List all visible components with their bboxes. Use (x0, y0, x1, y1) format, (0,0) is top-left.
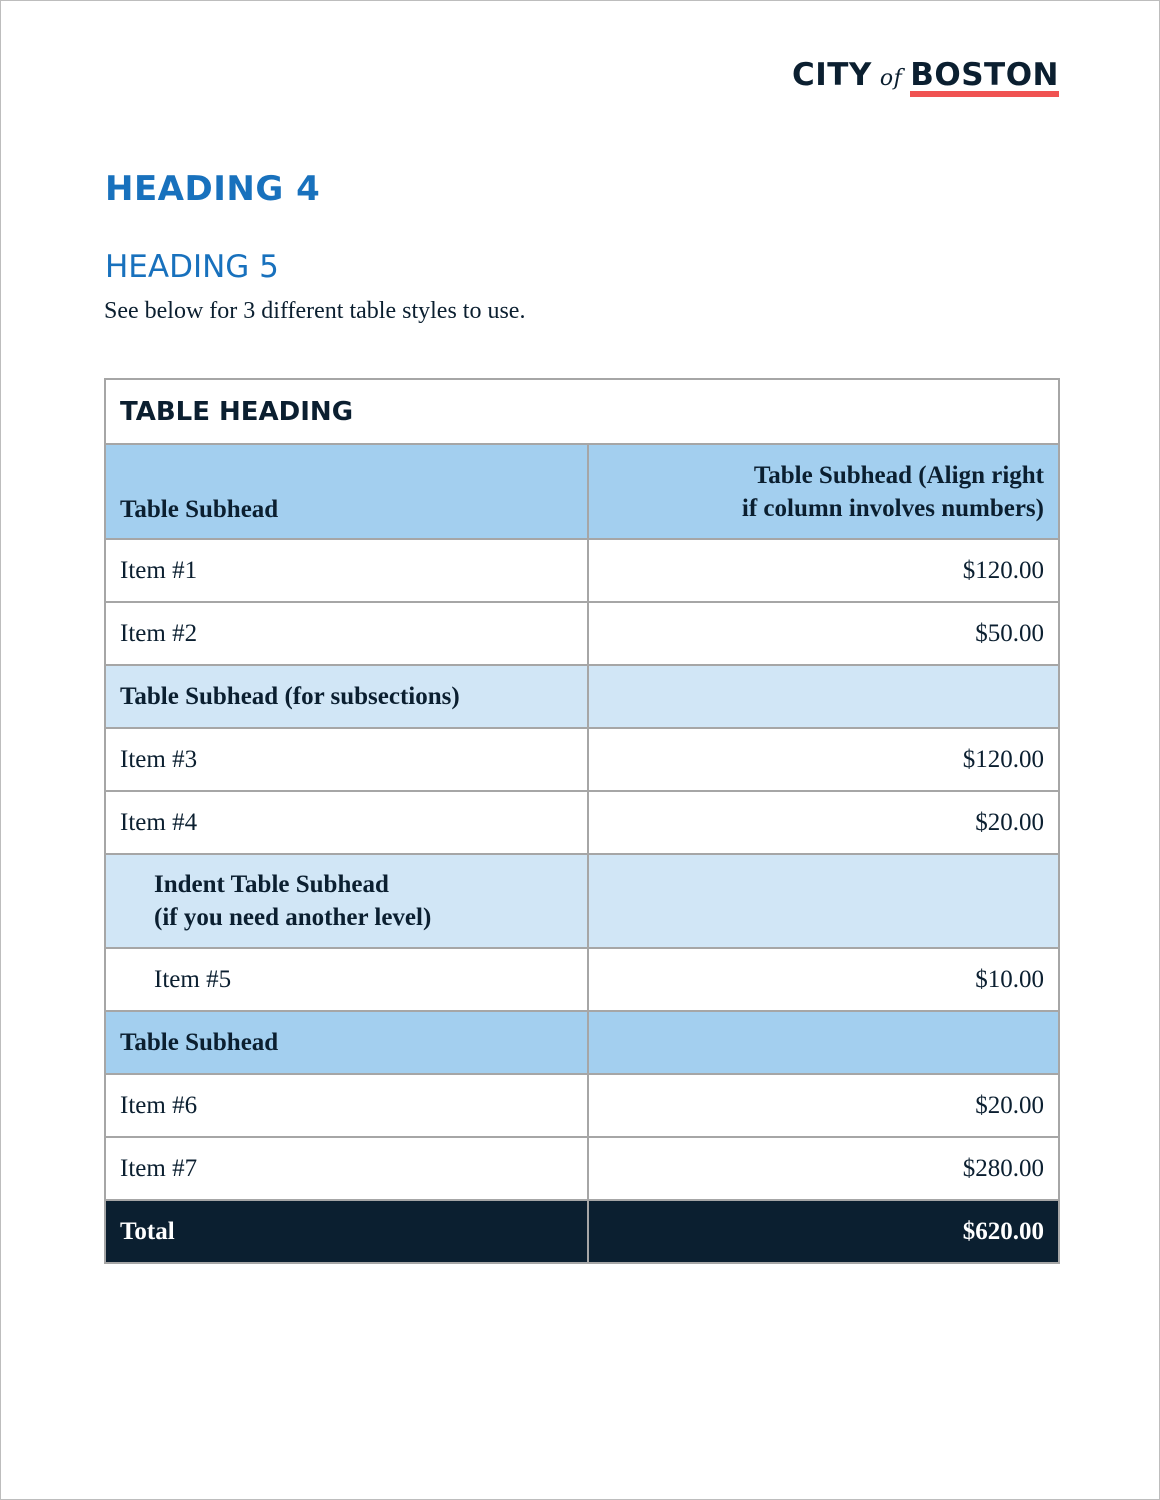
indent-subsection-row (105, 854, 1059, 948)
row-label: Item #6 (105, 1074, 588, 1137)
subhead-label: Table Subhead (105, 1011, 588, 1074)
row-value: $50.00 (588, 602, 1059, 665)
empty-cell (588, 1011, 1059, 1074)
subhead-right-line1: Table Subhead (Align right (753, 461, 1044, 489)
row-label: Item #1 (105, 539, 588, 602)
logo-of: of (879, 66, 903, 91)
table-heading: TABLE HEADING (105, 379, 1059, 444)
heading-5: HEADING 5 (105, 249, 279, 285)
empty-cell (588, 854, 1059, 948)
subhead-row (105, 1011, 1059, 1074)
indent-subsection-line2: (if you need another level) (154, 904, 432, 931)
subhead-left: Table Subhead (105, 444, 588, 539)
total-value: $620.00 (588, 1200, 1059, 1263)
row-value: $20.00 (588, 791, 1059, 854)
subhead-right (588, 444, 1059, 539)
subsection-row (105, 665, 1059, 728)
heading-4: HEADING 4 (105, 169, 321, 209)
row-label: Item #3 (105, 728, 588, 791)
table-row (105, 791, 1059, 854)
city-of-boston-logo (792, 57, 1059, 97)
table-subhead-row (105, 444, 1059, 539)
subhead-right-line2: if column involves numbers) (741, 494, 1044, 522)
row-label: Item #7 (105, 1137, 588, 1200)
indent-subsection-line1: Indent Table Subhead (154, 871, 389, 898)
row-value: $10.00 (588, 948, 1059, 1011)
indent-subsection-label (105, 854, 588, 948)
row-value: $120.00 (588, 728, 1059, 791)
intro-text: See below for 3 different table styles to use. (104, 298, 526, 324)
row-label: Item #5 (105, 948, 588, 1011)
table-heading-row (105, 379, 1059, 444)
table-row (105, 1074, 1059, 1137)
logo-boston: BOSTON (910, 59, 1059, 97)
table-row (105, 948, 1059, 1011)
logo-city: CITY (791, 57, 872, 93)
row-label: Item #2 (105, 602, 588, 665)
row-value: $280.00 (588, 1137, 1059, 1200)
subsection-label: Table Subhead (for subsections) (105, 665, 588, 728)
data-table (104, 378, 1060, 1264)
row-value: $120.00 (588, 539, 1059, 602)
row-value: $20.00 (588, 1074, 1059, 1137)
table-row (105, 602, 1059, 665)
total-label: Total (105, 1200, 588, 1263)
total-row (105, 1200, 1059, 1263)
table-row (105, 1137, 1059, 1200)
table-row (105, 539, 1059, 602)
table-row (105, 728, 1059, 791)
row-label: Item #4 (105, 791, 588, 854)
empty-cell (588, 665, 1059, 728)
